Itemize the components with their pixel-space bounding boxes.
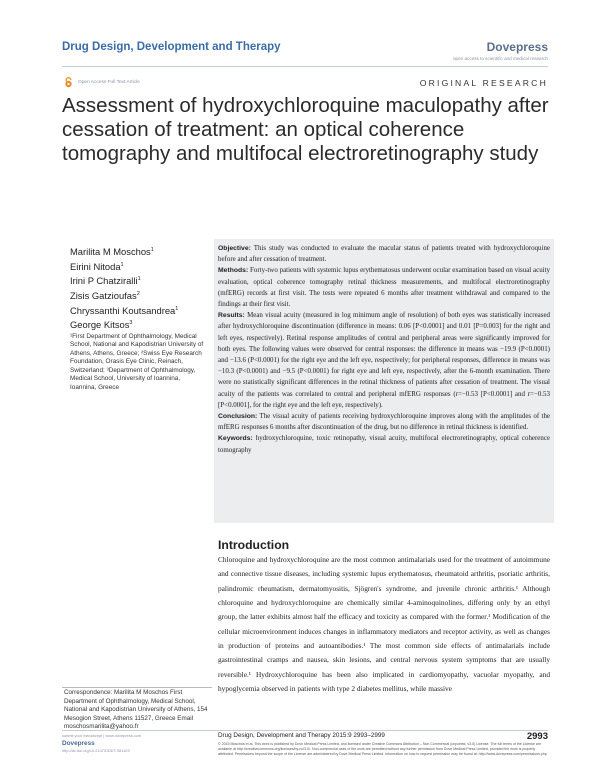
abstract-objective: Objective: This study was conducted to evaluate the macular status of patients treated with hydroxychloroquine before and after cessation of treatment. <box>218 244 550 264</box>
author-list <box>70 244 210 332</box>
page-number: 2993 <box>526 731 548 742</box>
header-divider <box>62 66 548 67</box>
footer-left <box>62 733 202 754</box>
citation: Drug Design, Development and Therapy 2015:9 2993–2999 <box>218 732 385 739</box>
section-heading-introduction: Introduction <box>218 538 290 552</box>
footer-divider <box>62 730 548 731</box>
correspondence: Correspondence: Marilita M Moschos First Department of Ophthalmology, Medical School, National and Kapodistrian University of Athens, 154 Mesogion Street, Athens 11527, Greece Email moschosmarilita@yahoo.fr <box>64 689 208 730</box>
abstract-results: Results: Mean visual acuity (measured in log minimum angle of resolution) of both eyes was statistically increased after hydroxychloroquine discontinuation (difference in means: 0.06 [P<0.0001] and 0.01 [P=0.003] for the right and left eyes, respectively). Retinal response amplitudes of central and peripheral areas were significantly improved for both eyes. The following values were observed for central responses: the difference in means was −19.9 (P<0.0001) and −13.6 (P<0.0001) for the right eye and the left eye, respectively; for peripheral responses, difference in means was −10.3 (P<0.0001) and −9.5 (P<0.0001) for right eye and left eye, respectively, after the 6-month examination. There were no statistically significant differences in the retinal thickness of patients after cessation of treatment. The visual acuity of the patients was correlated to central and peripheral mfERG responses (r=−0.53 [P<0.0001] and r=−0.53 [P<0.0001], for the right eye and the left eye, respectively). <box>218 311 550 409</box>
publisher-tagline: open access to scientific and medical research <box>453 56 548 61</box>
abstract <box>218 243 550 456</box>
author[interactable]: Irini P Chatziralli$^1$ <box>70 275 141 287</box>
abstract-methods: Methods: Forty-two patients with systemic lupus erythematosus underwent ocular examination based on visual acuity evaluation, optical coherence tomography retinal thickness measurements, and multifocal electroretinography (mfERG) records at first visit. The tests were repeated 6 months after treatment withdrawal and compared to the findings at their first visit. <box>218 266 550 309</box>
author[interactable]: Eirini Nitoda$^1$ <box>70 260 124 272</box>
author[interactable]: George Kitsos$^3$ <box>70 319 133 331</box>
open-access-label: Open Access Full Text Article <box>78 80 140 85</box>
author[interactable]: Marilita M Moschos$^1$ <box>70 246 154 258</box>
footer-publisher-logo[interactable]: Dovepress <box>62 740 95 748</box>
article-type: ORIGINAL RESEARCH <box>419 78 548 88</box>
author[interactable]: Zisis Gatzioufas$^2$ <box>70 290 140 301</box>
introduction-text: Chloroquine and hydroxychloroquine are the most common antimalarials used for the treatment of autoimmune and connective tissue diseases, including systemic lupus erythematosus, rheumatoid arthritis, psoriatic arthritis, palindromic rheumatism, dermatomyositis, Sjögren's syndrome, and juvenile chronic arthritis.¹ Although chloroquine and hydroxychloroquine are chemically similar 4-aminoquinolines, differing only by an ethyl group, the latter exhibits almost half the efficacy and toxicity as compared with the former.¹ Modification of the cellular microenvironment induces changes in inflammatory mediators and receptor activity, as well as changes in production of proteins and autoantibodies.¹ The most common side effects of antimalarials include gastrointestinal cramps and nausea, skin lesions, and central nervous system symptoms that are usually reversible.¹ Hydroxychloroquine has been also implicated in cardiomyopathy, vacuolar myopathy, and hypoglycemia observed in patients with type 2 diabetes mellitus, while massive <box>218 555 550 694</box>
affiliations: ¹First Department of Ophthalmology, Medical School, National and Kapodistrian University of Athens, Athens, Greece; ²Swiss Eye Research Foundation, Orasis Eye Clinic, Reinach, Switzerland; ³Department of Ophthalmology, Medical School, University of Ioannina, Ioannina, Greece <box>70 333 204 391</box>
abstract-conclusion: Conclusion: The visual acuity of patients receiving hydroxychloroquine improves along with the amplitudes of the mfERG responses 6 months after discontinuation of the drug, but no difference in retinal thickness is identified. <box>218 412 550 432</box>
publisher-logo[interactable]: Dovepress <box>486 40 548 54</box>
submit-link[interactable]: submit your manuscript | www.dovepress.com <box>62 733 142 738</box>
article-title: Assessment of hydroxychloroquine maculopathy after cessation of treatment: an optical coherence tomography and multifocal electroretinography study <box>62 94 549 166</box>
open-access-icon <box>64 77 73 88</box>
author[interactable]: Chryssanthi Koutsandrea$^1$ <box>70 304 179 316</box>
abstract-keywords: Keywords: hydroxychloroquine, toxic retinopathy, visual acuity, multifocal electroretinography, optical coherence tomography <box>218 434 551 454</box>
journal-name: Drug Design, Development and Therapy <box>62 41 281 53</box>
doi-link[interactable]: http://dx.doi.org/10.2147/DDDT.S81103 <box>62 748 130 754</box>
license-text: © 2015 Moschos et al. This work is published by Dove Medical Press Limited, and licensed under Creative Commons Attribution – Non Commercial (unported, v3.0) License. The full terms of the License are available at http://creativecommons.org/licenses/by-nc/3.0/. Non-commercial uses of the work are permitted without any further permission from Dove Medical Press Limited, provided the work is properly attributed. Permissions beyond the scope of the License are administered by Dove Medical Press Limited. Information on how to request permission may be found at: http://www.dovepress.com/permissions.php <box>218 742 547 757</box>
correspondence-divider <box>62 687 212 688</box>
